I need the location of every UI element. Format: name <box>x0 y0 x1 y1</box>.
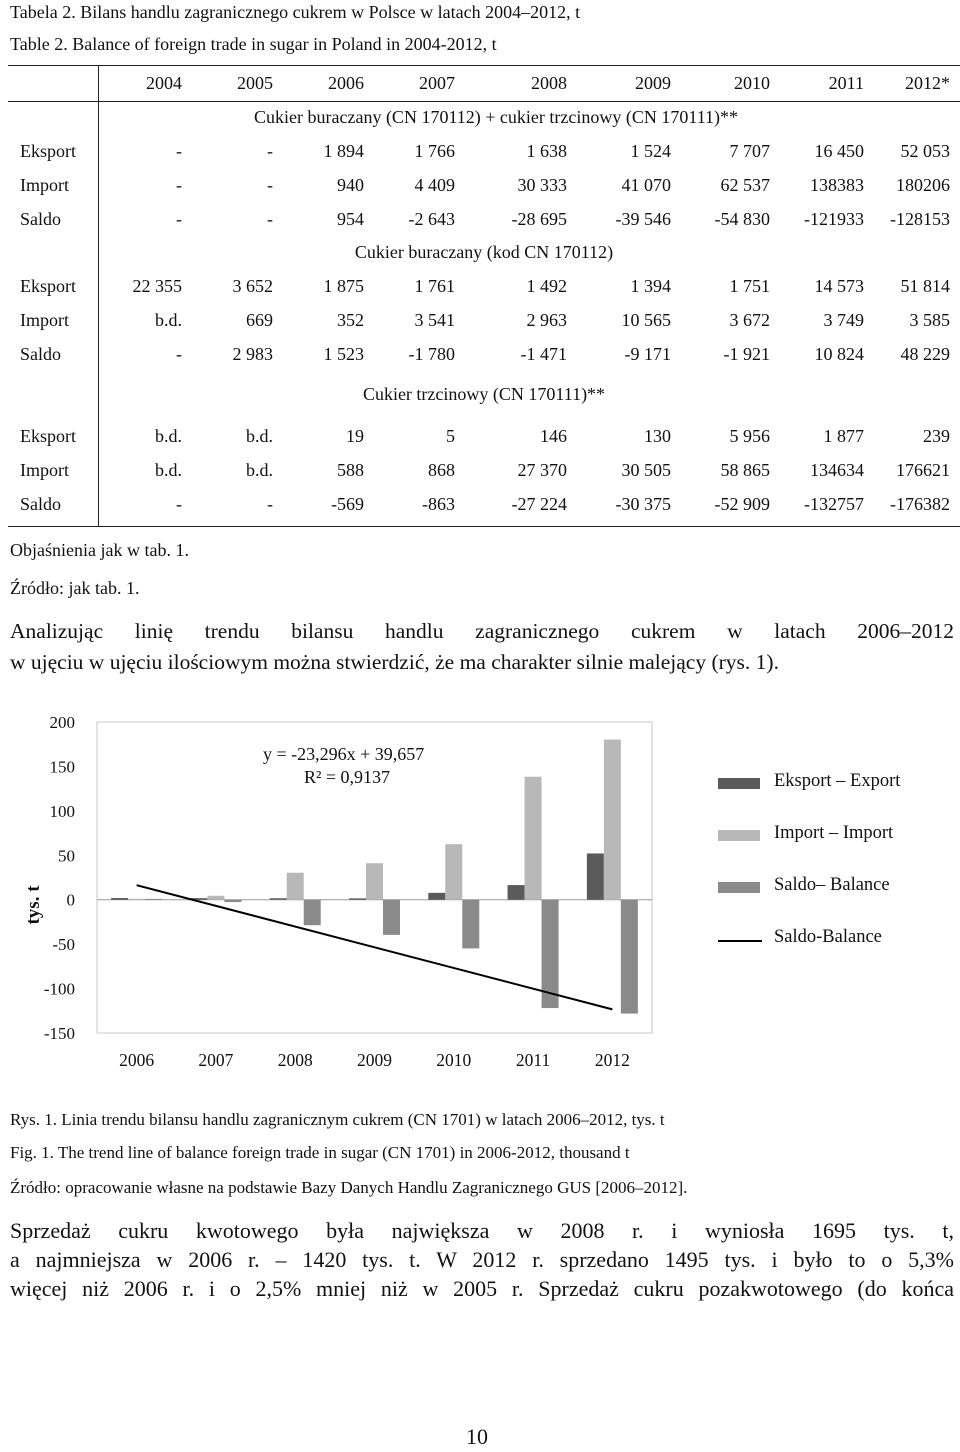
legend-label: Eksport – Export <box>774 771 901 791</box>
table-cell: 1 492 <box>526 276 567 296</box>
trend-equation: y = -23,296x + 39,657 <box>263 744 425 764</box>
table-cell: - <box>176 141 182 161</box>
table-cell: 48 229 <box>900 344 950 364</box>
table-row <box>8 276 960 310</box>
paragraph-line: Sprzedaż cukru kwotowego była największa w 2008 r. i wyniosła 1695 tys. t, <box>10 1218 954 1243</box>
table-row <box>8 209 960 243</box>
table-cell: 1 523 <box>323 344 364 364</box>
table-cell: -30 375 <box>615 494 671 514</box>
year-header: 2004 <box>146 73 182 93</box>
table-row <box>8 494 960 528</box>
table-cell: -1 780 <box>408 344 455 364</box>
row-label: Eksport <box>20 426 76 446</box>
y-tick-label: 0 <box>66 890 75 910</box>
table-cell: 940 <box>337 175 364 195</box>
year-header: 2005 <box>237 73 273 93</box>
x-tick-label: 2012 <box>594 1050 630 1070</box>
bar <box>508 885 525 900</box>
trend-line <box>137 885 613 1009</box>
table-cell: 62 537 <box>720 175 770 195</box>
bar <box>445 844 462 900</box>
table-cell: 30 333 <box>517 175 567 195</box>
x-tick-label: 2008 <box>277 1050 313 1070</box>
table-cell: 1 638 <box>526 141 567 161</box>
table-cell: b.d. <box>246 460 273 480</box>
section-title: Cukier trzcinowy (CN 170111)** <box>362 384 606 404</box>
legend-swatch <box>718 882 760 893</box>
table-cell: -176382 <box>890 494 950 514</box>
bar <box>145 899 162 900</box>
table-cell: 51 814 <box>900 276 950 296</box>
row-label: Eksport <box>20 276 76 296</box>
table-cell: -128153 <box>890 209 950 229</box>
table-row <box>8 175 960 209</box>
bar <box>525 777 542 900</box>
x-tick-label: 2010 <box>436 1050 472 1070</box>
table-cell: -569 <box>331 494 364 514</box>
y-tick-label: -150 <box>43 1024 75 1043</box>
table-row <box>8 310 960 344</box>
legend-label: Saldo-Balance <box>774 927 882 947</box>
table-cell: - <box>176 175 182 195</box>
table-title-pl: Tabela 2. Bilans handlu zagranicznego cukrem w Polsce w latach 2004–2012, t <box>10 2 581 22</box>
table-source: Źródło: jak tab. 1. <box>10 578 140 598</box>
table-cell: 130 <box>644 426 671 446</box>
body-paragraph-1 <box>10 616 954 678</box>
table-cell: 1 394 <box>630 276 671 296</box>
bar <box>111 898 128 900</box>
table-cell: 1 524 <box>630 141 671 161</box>
table-cell: - <box>176 344 182 364</box>
table-cell: 3 652 <box>232 276 273 296</box>
table-cell: -1 921 <box>723 344 770 364</box>
section-title: Cukier buraczany (CN 170112) + cukier trzcinowy (CN 170111)** <box>254 107 739 127</box>
table-cell: 588 <box>337 460 364 480</box>
bar <box>128 899 145 900</box>
table-cell: 5 <box>446 426 455 446</box>
row-label: Saldo <box>20 344 62 364</box>
table-row <box>8 344 960 378</box>
y-tick-label: 150 <box>49 757 75 777</box>
bar <box>587 853 604 899</box>
table-note: Objaśnienia jak w tab. 1. <box>10 540 189 560</box>
table-top-rule <box>8 65 960 66</box>
bar <box>224 900 241 902</box>
table-cell: - <box>176 209 182 229</box>
table-cell: 58 865 <box>720 460 770 480</box>
paragraph-line: więcej niż 2006 r. i o 2,5% mniej niż w 2005 r. Sprzedaż cukru pozakwotowego (do końca <box>10 1276 954 1301</box>
table-cell: -1 471 <box>520 344 567 364</box>
table-cell: -54 830 <box>714 209 770 229</box>
table-cell: -132757 <box>804 494 864 514</box>
figure-caption-en: Fig. 1. The trend line of balance foreign trade in sugar (CN 1701) in 2006-2012, thousand t <box>10 1143 630 1162</box>
table-cell: -39 546 <box>615 209 671 229</box>
bar <box>270 898 287 899</box>
table-row <box>8 460 960 494</box>
table-cell: 180206 <box>896 175 950 195</box>
year-header: 2008 <box>531 73 567 93</box>
table-cell: 1 751 <box>729 276 770 296</box>
table-cell: - <box>267 141 273 161</box>
table-cell: 3 749 <box>823 310 864 330</box>
year-header: 2006 <box>328 73 364 93</box>
legend-label: Saldo– Balance <box>774 875 890 895</box>
legend-swatch <box>718 778 760 789</box>
body-paragraph-2 <box>10 1216 954 1303</box>
table-cell: -121933 <box>804 209 864 229</box>
table-cell: 30 505 <box>621 460 671 480</box>
year-header: 2011 <box>828 73 864 93</box>
paragraph-line: Analizując linię trendu bilansu handlu zagranicznego cukrem w latach 2006–2012 <box>10 619 954 643</box>
table-cell: 41 070 <box>621 175 671 195</box>
row-label: Import <box>20 175 69 195</box>
paragraph-line: a najmniejsza w 2006 r. – 1420 tys. t. W 2012 r. sprzedano 1495 tys. i było to o 5,3% <box>10 1247 954 1272</box>
table-cell: 146 <box>540 426 567 446</box>
bar <box>604 740 621 900</box>
y-axis-label: tys. t <box>23 885 44 925</box>
row-label: Saldo <box>20 209 62 229</box>
legend-swatch <box>718 940 762 942</box>
y-tick-label: 100 <box>49 801 75 821</box>
bar <box>383 900 400 935</box>
table-cell: 669 <box>246 310 273 330</box>
trend-r-squared: R² = 0,9137 <box>304 767 391 787</box>
year-header: 2012* <box>905 73 950 93</box>
y-tick-label: 200 <box>49 713 75 732</box>
x-tick-label: 2009 <box>357 1050 392 1070</box>
bar <box>304 900 321 925</box>
table-cell: -52 909 <box>714 494 770 514</box>
table-cell: 10 824 <box>814 344 864 364</box>
table-cell: - <box>176 494 182 514</box>
table-cell: 22 355 <box>132 276 182 296</box>
table-cell: b.d. <box>155 460 182 480</box>
row-label: Import <box>20 460 69 480</box>
table-cell: 1 877 <box>823 426 864 446</box>
figure-source: Źródło: opracowanie własne na podstawie Bazy Danych Handlu Zagranicznego GUS [2006–2012]. <box>10 1178 688 1197</box>
table-cell: 176621 <box>896 460 950 480</box>
bar <box>287 873 304 900</box>
table-cell: - <box>267 175 273 195</box>
year-header: 2009 <box>635 73 671 93</box>
table-cell: b.d. <box>155 310 182 330</box>
table-cell: 14 573 <box>814 276 864 296</box>
table-cell: 4 409 <box>414 175 455 195</box>
table-row <box>8 141 960 175</box>
table-title-en: Table 2. Balance of foreign trade in sugar in Poland in 2004-2012, t <box>10 34 497 54</box>
table-cell: 2 963 <box>526 310 567 330</box>
table-cell: 134634 <box>810 460 864 480</box>
table-cell: - <box>267 209 273 229</box>
table-cell: 52 053 <box>900 141 950 161</box>
y-tick-label: 50 <box>58 846 75 866</box>
table-cell: 1 894 <box>323 141 364 161</box>
table-cell: 352 <box>337 310 364 330</box>
table-cell: 868 <box>428 460 455 480</box>
legend-label: Import – Import <box>774 823 894 843</box>
table-cell: 19 <box>346 426 364 446</box>
table-row <box>8 426 960 460</box>
bar <box>349 898 366 899</box>
table-header-row <box>8 73 960 107</box>
table-cell: 1 766 <box>414 141 455 161</box>
y-tick-label: -50 <box>52 935 75 955</box>
table-cell: 138383 <box>810 175 864 195</box>
figure-caption-pl: Rys. 1. Linia trendu bilansu handlu zagranicznym cukrem (CN 1701) w latach 2006–2012, tys. t <box>10 1110 665 1129</box>
table-cell: -863 <box>422 494 455 514</box>
table-cell: 239 <box>923 426 950 446</box>
bar <box>207 896 224 900</box>
paragraph-line: w ujęciu w ujęciu ilościowym można stwierdzić, że ma charakter silnie malejący (rys. 1). <box>10 650 779 674</box>
table-cell: 1 875 <box>323 276 364 296</box>
row-label: Eksport <box>20 141 76 161</box>
y-tick-label: -100 <box>43 979 75 999</box>
table-cell: 954 <box>337 209 364 229</box>
table-cell: 3 585 <box>909 310 950 330</box>
table-cell: b.d. <box>155 426 182 446</box>
bar <box>428 893 445 900</box>
table-cell: - <box>267 494 273 514</box>
year-header: 2007 <box>419 73 455 93</box>
row-label: Import <box>20 310 69 330</box>
table-cell: -2 643 <box>408 209 455 229</box>
table-cell: 5 956 <box>729 426 770 446</box>
page-number: 10 <box>466 1424 488 1449</box>
bar <box>462 900 479 949</box>
table-cell: 7 707 <box>729 141 770 161</box>
table-cell: 10 565 <box>621 310 671 330</box>
x-tick-label: 2006 <box>119 1050 155 1070</box>
x-tick-label: 2011 <box>515 1050 551 1070</box>
row-label: Saldo <box>20 494 62 514</box>
year-header: 2010 <box>734 73 770 93</box>
table-cell: 16 450 <box>814 141 864 161</box>
table-cell: b.d. <box>246 426 273 446</box>
table-cell: -9 171 <box>624 344 671 364</box>
table-cell: 3 672 <box>729 310 770 330</box>
bar <box>621 900 638 1014</box>
table-cell: 27 370 <box>517 460 567 480</box>
section-title: Cukier buraczany (kod CN 170112) <box>354 242 614 262</box>
table-cell: -28 695 <box>511 209 567 229</box>
bar <box>366 863 383 899</box>
table-cell: 2 983 <box>232 344 273 364</box>
legend-swatch <box>718 830 760 841</box>
table-cell: -27 224 <box>511 494 567 514</box>
table-cell: 1 761 <box>414 276 455 296</box>
table-cell: 3 541 <box>414 310 455 330</box>
x-tick-label: 2007 <box>198 1050 234 1070</box>
